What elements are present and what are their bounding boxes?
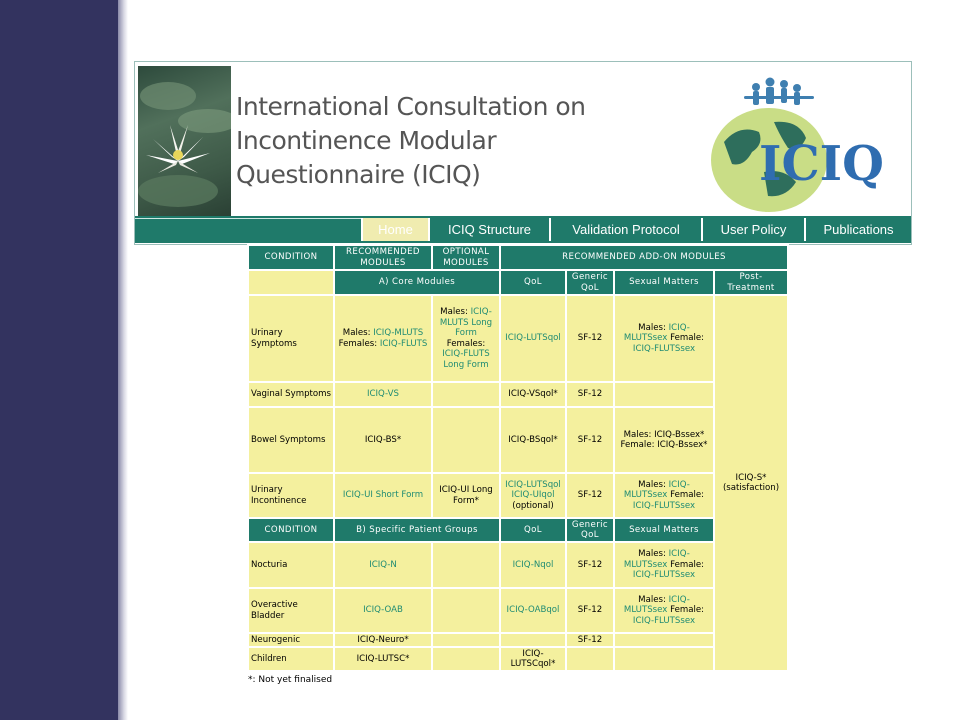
cell-text: ICIQ-MLUTSsex — [623, 479, 690, 501]
cell-text: ICIQ-FLUTSsex — [632, 500, 696, 511]
recommended-cell — [334, 473, 432, 518]
generic-cell — [566, 633, 614, 647]
cell-text: ICIQ-OABqol — [506, 605, 560, 616]
cell-text: ICIQ-VSqol* — [508, 389, 558, 400]
nav-publications[interactable]: Publications — [804, 218, 911, 241]
cell-text: Males: — [638, 479, 669, 490]
cell-text: ICIQ-UI Long Form* — [439, 485, 493, 506]
cell-text: Males: — [638, 322, 669, 333]
cell-text: Female: — [667, 490, 705, 501]
cell-text: ICIQ-MLUTS — [373, 328, 424, 338]
generic-qol-value: SF-12 — [577, 605, 603, 616]
recommended-cell — [334, 295, 432, 382]
cell-text: Females: — [446, 338, 486, 349]
generic-qol-value: SF-12 — [577, 434, 603, 445]
cell-text: ICIQ-LUTSqol — [505, 333, 561, 344]
condition-label: Urinary Incontinence — [251, 485, 307, 506]
header-condition: CONDITION — [248, 245, 334, 270]
cell-text: Males: — [638, 594, 669, 605]
generic-cell — [566, 407, 614, 473]
optional-cell — [432, 295, 500, 382]
header-qol: QoL — [500, 270, 566, 295]
optional-cell — [432, 647, 500, 671]
recommended-cell — [334, 542, 432, 588]
sidebar-shadow — [118, 0, 128, 720]
sexual-cell — [614, 473, 714, 518]
qol-cell — [500, 407, 566, 473]
qol-cell — [500, 633, 566, 647]
generic-cell — [566, 473, 614, 518]
sexual-cell — [614, 382, 714, 407]
table-row — [248, 407, 788, 473]
table-row — [248, 542, 788, 588]
generic-cell — [566, 647, 614, 671]
condition-cell — [248, 382, 334, 407]
cell-text: ICIQ-FLUTSsex — [632, 570, 696, 581]
cell-text: ICIQ-FLUTS Long Form — [442, 349, 490, 370]
logo-text: ICIQ — [759, 136, 884, 192]
iciq-logo — [704, 72, 894, 212]
qol-cell — [500, 382, 566, 407]
cell-text: Females: — [338, 338, 380, 349]
generic-qol-value: SF-12 — [577, 559, 603, 570]
optional-cell — [432, 542, 500, 588]
generic-cell — [566, 588, 614, 633]
condition-label: Children — [251, 653, 287, 664]
table-row — [248, 647, 788, 671]
optional-cell — [432, 633, 500, 647]
table-row — [248, 588, 788, 633]
condition-cell — [248, 295, 334, 382]
header-sexual-matters: Sexual Matters — [614, 270, 714, 295]
sexual-cell — [614, 588, 714, 633]
qol-cell — [500, 295, 566, 382]
generic-qol-value: SF-12 — [577, 634, 603, 645]
condition-label: Neurogenic — [251, 634, 301, 645]
cell-text: ICIQ-UI Short Form — [342, 490, 424, 501]
table-row — [248, 633, 788, 647]
optional-cell — [432, 407, 500, 473]
recommended-cell — [334, 382, 432, 407]
condition-label: Bowel Symptoms — [251, 434, 326, 445]
header-optional-modules: OPTIONAL MODULES — [432, 245, 500, 270]
optional-cell — [432, 473, 500, 518]
table-row — [248, 295, 788, 382]
cell-text: (optional) — [512, 500, 554, 511]
qol-cell — [500, 588, 566, 633]
post-treatment-value: ICIQ-S* (satisfaction) — [722, 472, 780, 493]
cell-text: Males: — [638, 549, 669, 560]
blank-cell — [248, 270, 334, 295]
cell-text: ICIQ-VS — [366, 389, 399, 400]
sexual-cell — [614, 295, 714, 382]
cell-text: Males: ICIQ-Bssex* Female: ICIQ-Bssex* — [620, 429, 708, 450]
recommended-cell — [334, 407, 432, 473]
recommended-cell — [334, 633, 432, 647]
header-post-treatment: Post-Treatment — [714, 270, 788, 295]
optional-cell — [432, 382, 500, 407]
sexual-cell — [614, 633, 714, 647]
condition-label: Nocturia — [251, 559, 288, 570]
nav-home[interactable]: Home — [361, 218, 428, 241]
header-generic-qol: Generic QoL — [566, 270, 614, 295]
condition-cell — [248, 542, 334, 588]
header-condition-b: CONDITION — [248, 518, 334, 542]
cell-text: ICIQ-MLUTSsex — [623, 594, 690, 616]
header-specific-patient-groups: B) Specific Patient Groups — [334, 518, 500, 542]
recommended-cell — [334, 647, 432, 671]
cell-text: ICIQ-N — [369, 559, 397, 570]
cell-text: ICIQ-OAB — [363, 605, 403, 616]
cell-text: Males: — [342, 328, 374, 338]
header-core-modules: A) Core Modules — [334, 270, 500, 295]
cell-text: ICIQ-LUTSCqol* — [510, 648, 556, 669]
cell-text: Female: — [667, 559, 705, 570]
generic-cell — [566, 295, 614, 382]
condition-cell — [248, 647, 334, 671]
cell-text: Males: — [440, 307, 471, 317]
cell-text: ICIQ-MLUTSsex — [623, 549, 690, 570]
footnote: *: Not yet finalised — [248, 675, 333, 684]
cell-text: Female: — [667, 605, 705, 616]
condition-label: Urinary Symptoms — [251, 328, 297, 349]
cell-text: ICIQ-FLUTSsex — [632, 343, 696, 354]
condition-cell — [248, 473, 334, 518]
cell-text: ICIQ-MLUTSsex — [623, 322, 690, 344]
nav-iciq-structure[interactable]: ICIQ Structure — [428, 218, 549, 241]
table-row — [248, 473, 788, 518]
qol-cell — [500, 647, 566, 671]
cell-text: ICIQ-BS* — [364, 434, 402, 445]
condition-label: Overactive Bladder — [251, 600, 298, 621]
header-recommended-modules: RECOMMENDED MODULES — [334, 245, 432, 270]
header-qol-b: QoL — [500, 518, 566, 542]
generic-qol-value: SF-12 — [577, 333, 603, 344]
cell-text: ICIQ-LUTSC* — [356, 653, 410, 664]
condition-cell — [248, 407, 334, 473]
generic-cell — [566, 382, 614, 407]
table-row — [248, 382, 788, 407]
header-sexual-matters-b: Sexual Matters — [614, 518, 714, 542]
qol-cell — [500, 473, 566, 518]
condition-cell — [248, 633, 334, 647]
generic-qol-value: SF-12 — [577, 389, 603, 400]
condition-cell — [248, 588, 334, 633]
generic-cell — [566, 542, 614, 588]
cell-text: Female: — [667, 333, 705, 344]
iciq-globe-logo-icon — [704, 72, 894, 212]
nav-user-policy[interactable]: User Policy — [701, 218, 804, 241]
recommended-cell — [334, 588, 432, 633]
slide-sidebar — [0, 0, 118, 720]
sexual-cell — [614, 542, 714, 588]
cell-text: ICIQ-Neuro* — [357, 634, 409, 645]
water-lily-image — [138, 66, 231, 217]
nav-validation-protocol[interactable]: Validation Protocol — [549, 218, 701, 241]
water-lily-icon — [138, 66, 231, 217]
cell-text: ICIQ-BSqol* — [508, 434, 558, 445]
condition-label: Vaginal Symptoms — [251, 389, 331, 400]
cell-text: ICIQ-FLUTS — [379, 338, 428, 349]
iciq-website-banner — [134, 61, 912, 245]
main-navigation — [135, 216, 911, 243]
post-treatment-cell — [714, 295, 788, 671]
generic-qol-value: SF-12 — [577, 490, 603, 501]
header-generic-qol-b: Generic QoL — [566, 518, 614, 542]
cell-text: ICIQ-Nqol — [512, 559, 554, 570]
site-title: International Consultation on Incontinence Modular Questionnaire (ICIQ) — [236, 92, 586, 189]
sexual-cell — [614, 647, 714, 671]
optional-cell — [432, 588, 500, 633]
nav-bar-spacer — [135, 218, 361, 242]
qol-cell — [500, 542, 566, 588]
iciq-structure-table — [247, 244, 787, 672]
cell-text: ICIQ-MLUTS Long Form — [439, 307, 493, 338]
header-add-on-modules: RECOMMENDED ADD-ON MODULES — [500, 245, 788, 270]
sexual-cell — [614, 407, 714, 473]
cell-text: ICIQ-LUTSqol ICIQ-UIqol — [505, 479, 561, 501]
cell-text: ICIQ-FLUTSsex — [632, 615, 696, 626]
